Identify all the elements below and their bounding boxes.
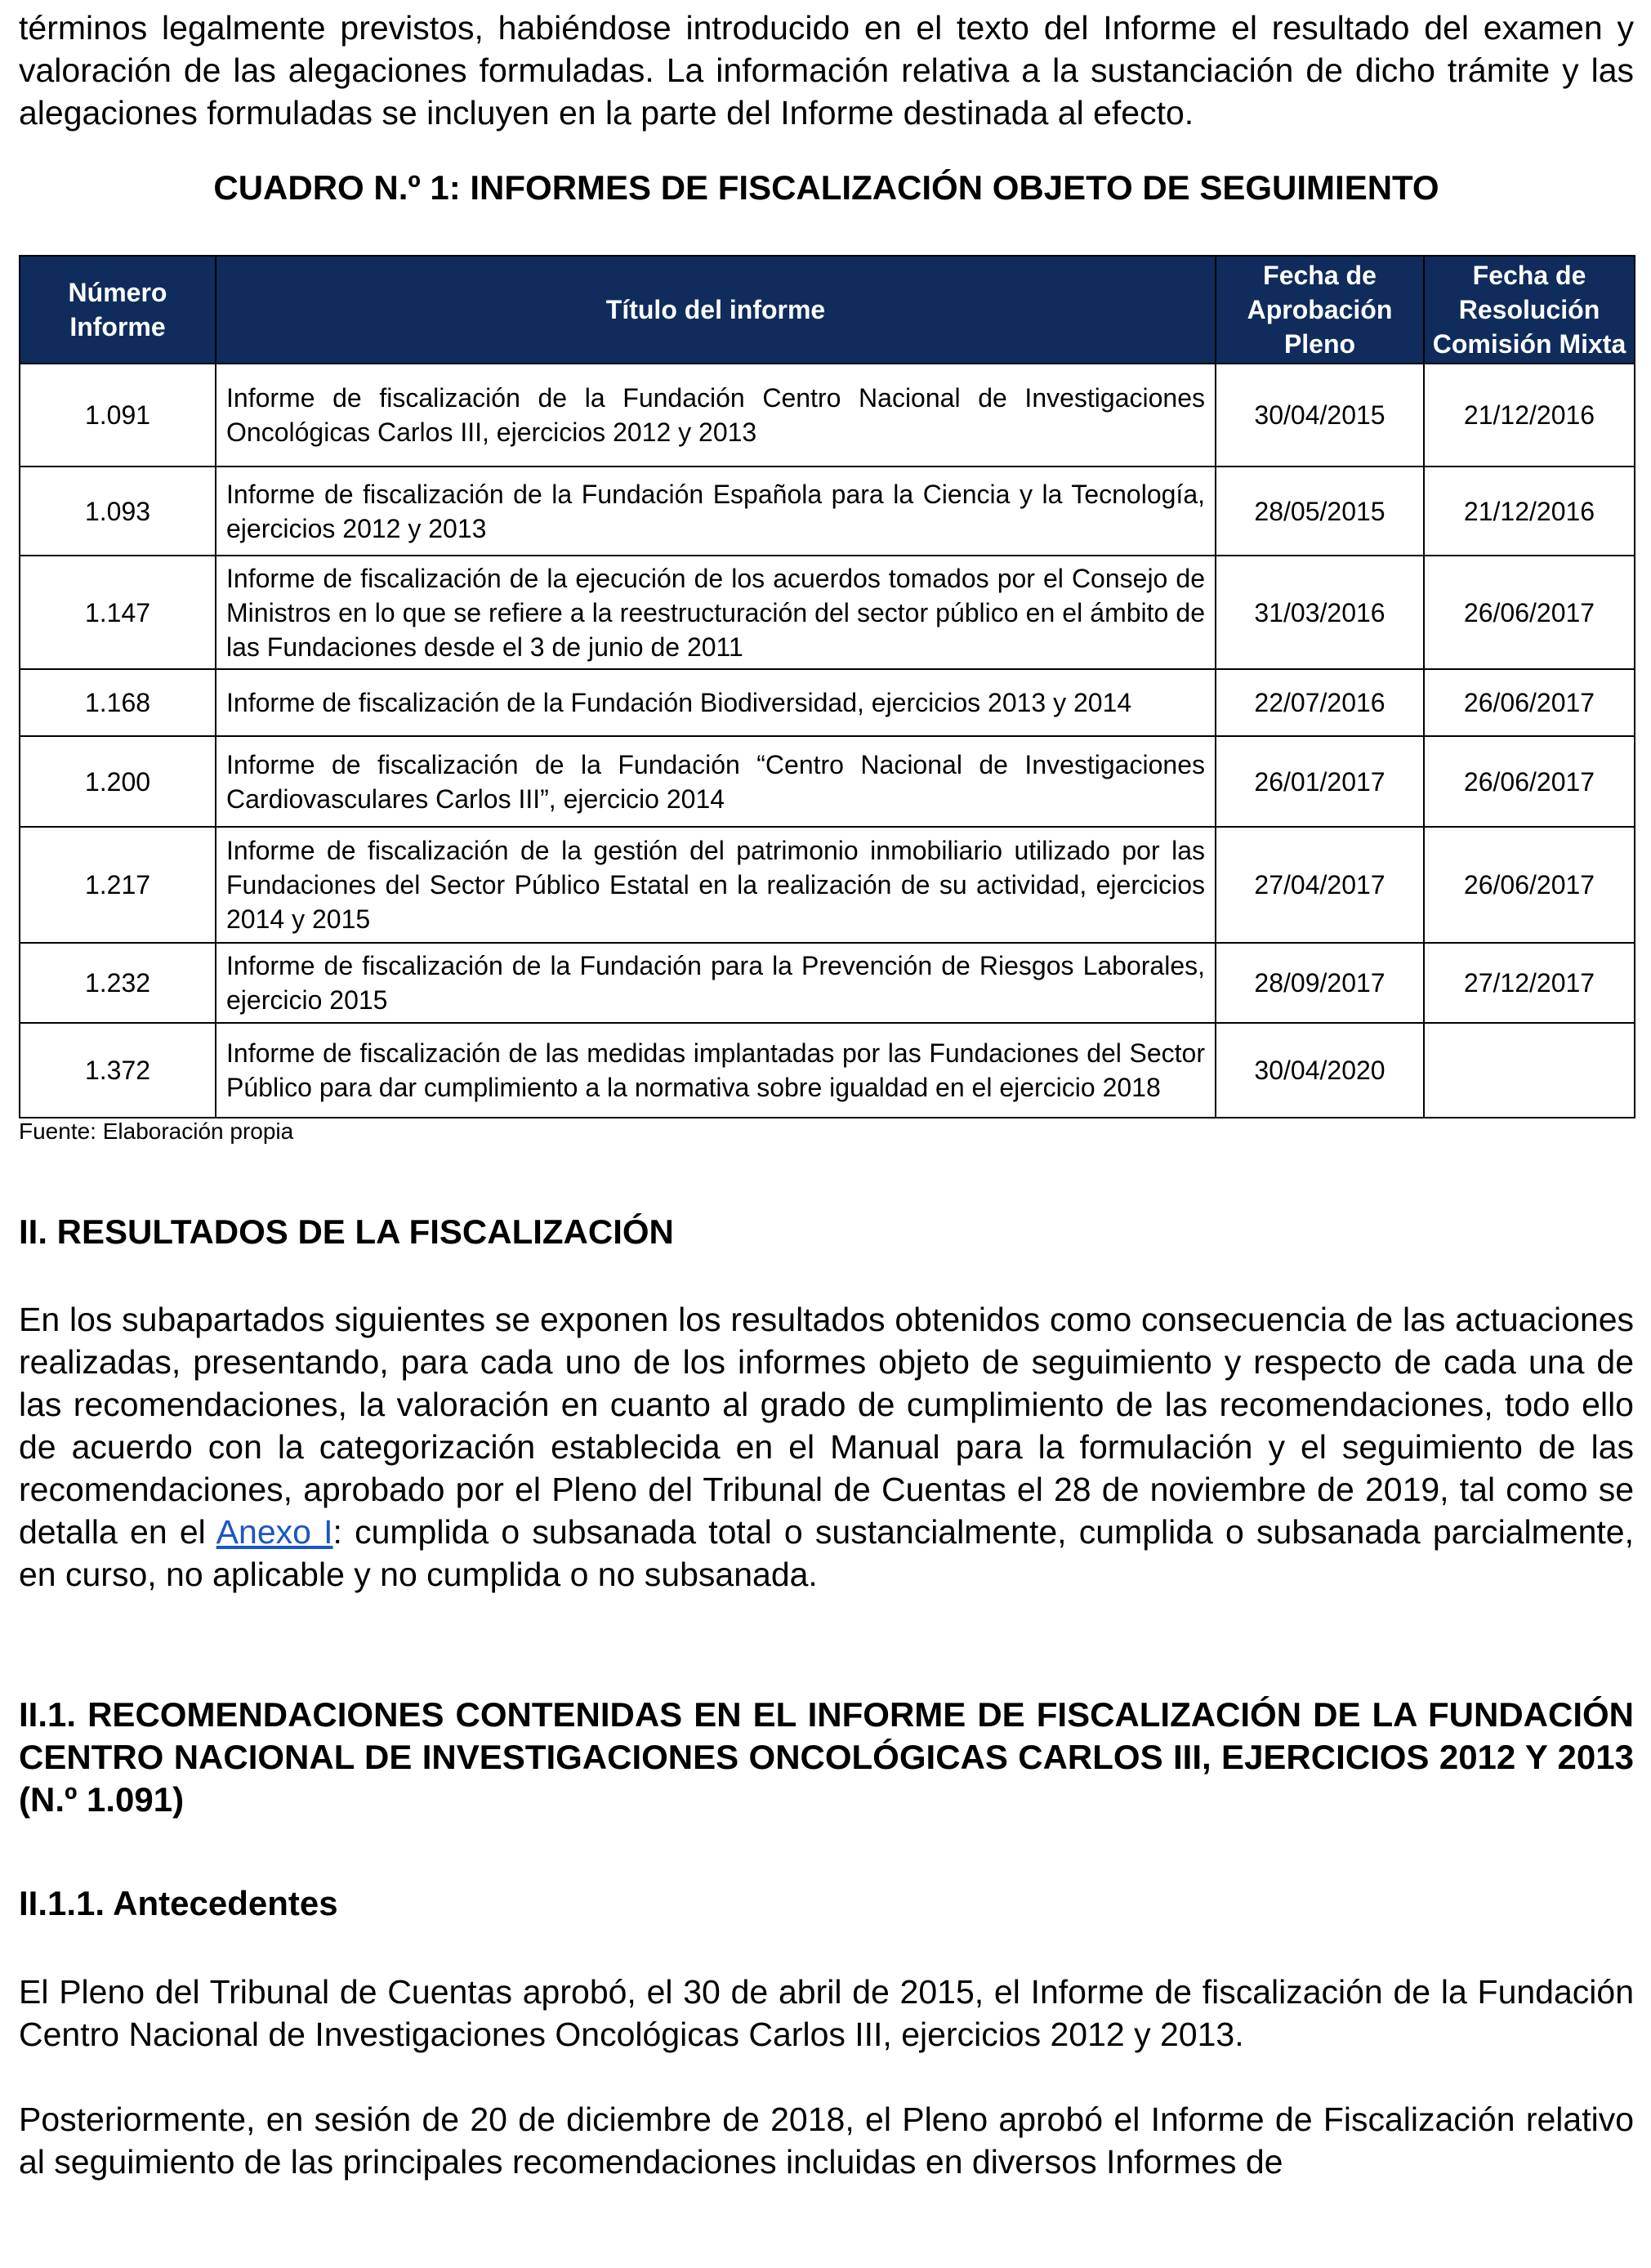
cell-aprobacion: 26/01/2017 [1216, 736, 1424, 827]
antecedentes-paragraph-2: Posteriormente, en sesión de 20 de diciembre de 2018, el Pleno aprobó el Informe de Fiscalización relativo al seguimiento de las principales recomendaciones incluidas en diversos Informes de [19, 2101, 1634, 2181]
header-aprobacion-line3: Pleno [1283, 329, 1356, 359]
header-numero-line2: Informe [69, 312, 166, 342]
table-row [20, 467, 1635, 556]
cell-resolucion: 21/12/2016 [1424, 364, 1635, 467]
cell-resolucion: 26/06/2017 [1424, 736, 1635, 827]
header-resolucion-line3: Comisión Mixta [1432, 329, 1626, 359]
cell-titulo: Informe de fiscalización de las medidas implantadas por las Fundaciones del Sector Público para dar cumplimiento a la normativa sobre igualdad en el ejercicio 2018 [216, 1023, 1216, 1118]
cell-aprobacion: 22/07/2016 [1216, 669, 1424, 736]
cell-aprobacion: 28/05/2015 [1216, 467, 1424, 556]
cell-aprobacion: 28/09/2017 [1216, 943, 1424, 1023]
header-aprobacion-line2: Aprobación [1247, 295, 1393, 324]
cell-numero: 1.091 [20, 364, 216, 467]
cell-resolucion: 26/06/2017 [1424, 827, 1635, 943]
section-ii-paragraph [19, 1298, 1634, 1596]
table-title: CUADRO N.º 1: INFORMES DE FISCALIZACIÓN OBJETO DE SEGUIMIENTO [213, 168, 1439, 207]
table-source-note: Fuente: Elaboración propia [19, 1118, 294, 1144]
section-ii-text-after-link: : cumplida o subsanada total o sustancialmente, cumplida o subsanada parcialmente, en curso, no aplicable y no cumplida o no subsanada. [19, 1513, 1634, 1593]
section-heading-ii-1-1: II.1.1. Antecedentes [19, 1884, 338, 1922]
header-resolucion-line1: Fecha de [1472, 261, 1586, 290]
cell-numero: 1.217 [20, 827, 216, 943]
header-titulo: Título del informe [216, 256, 1216, 364]
cell-numero: 1.147 [20, 556, 216, 669]
cell-titulo: Informe de fiscalización de la Fundación para la Prevención de Riesgos Laborales, ejercicio 2015 [216, 943, 1216, 1023]
cell-numero: 1.232 [20, 943, 216, 1023]
cell-aprobacion: 27/04/2017 [1216, 827, 1424, 943]
table-row [20, 736, 1635, 827]
cell-titulo: Informe de fiscalización de la ejecución de los acuerdos tomados por el Consejo de Ministros en lo que se refiere a la reestructuración del sector público en el ámbito de las Fundaciones desde el 3 de junio de 2011 [216, 556, 1216, 669]
antecedentes-paragraph-1: El Pleno del Tribunal de Cuentas aprobó, el 30 de abril de 2015, el Informe de fiscalización de la Fundación Centro Nacional de Investigaciones Oncológicas Carlos III, ejercicios 2012 y 2013. [19, 1973, 1634, 2053]
cell-titulo: Informe de fiscalización de la Fundación Española para la Ciencia y la Tecnología, ejercicios 2012 y 2013 [216, 467, 1216, 556]
table-row [20, 1023, 1635, 1118]
section-heading-ii: II. RESULTADOS DE LA FISCALIZACIÓN [19, 1212, 674, 1251]
cell-numero: 1.200 [20, 736, 216, 827]
header-aprobacion [1216, 256, 1424, 364]
anexo-i-link[interactable]: Anexo I [216, 1513, 333, 1551]
table-header-row [20, 256, 1635, 364]
cell-titulo: Informe de fiscalización de la gestión del patrimonio inmobiliario utilizado por las Fundaciones del Sector Público Estatal en la realización de su actividad, ejercicios 2014 y 2015 [216, 827, 1216, 943]
section-heading-ii-1: II.1. RECOMENDACIONES CONTENIDAS EN EL INFORME DE FISCALIZACIÓN DE LA FUNDACIÓN CENTRO NACIONAL DE INVESTIGACIONES ONCOLÓGICAS CARLOS III, EJERCICIOS 2012 Y 2013 (N.º 1.091) [19, 1695, 1634, 1819]
cell-aprobacion: 30/04/2020 [1216, 1023, 1424, 1118]
header-resolucion [1424, 256, 1635, 364]
cell-resolucion: 26/06/2017 [1424, 669, 1635, 736]
section-ii-text-before-link: En los subapartados siguientes se exponen los resultados obtenidos como consecuencia de las actuaciones realizadas, presentando, para cada uno de los informes objeto de seguimiento y respecto de cada una de las recomendaciones, la valoración en cuanto al grado de cumplimiento de las recomendaciones, todo ello de acuerdo con la categorización establecida en el Manual para la formulación y el seguimiento de las recomendaciones, aprobado por el Pleno del Tribunal de Cuentas el 28 de noviembre de 2019, tal como se detalla en el [19, 1301, 1634, 1551]
table-row [20, 364, 1635, 467]
cell-resolucion [1424, 1023, 1635, 1118]
table-row [20, 669, 1635, 736]
header-numero [20, 256, 216, 364]
intro-paragraph: términos legalmente previstos, habiéndose introducido en el texto del Informe el resultado del examen y valoración de las alegaciones formuladas. La información relativa a la sustanciación de dicho trámite y las alegaciones formuladas se incluyen en la parte del Informe destinada al efecto. [19, 9, 1634, 132]
cell-numero: 1.372 [20, 1023, 216, 1118]
header-numero-line1: Número [68, 278, 167, 307]
cell-resolucion: 26/06/2017 [1424, 556, 1635, 669]
cell-numero: 1.093 [20, 467, 216, 556]
cell-aprobacion: 31/03/2016 [1216, 556, 1424, 669]
cell-numero: 1.168 [20, 669, 216, 736]
table-row [20, 943, 1635, 1023]
header-resolucion-line2: Resolución [1458, 295, 1600, 324]
cell-titulo: Informe de fiscalización de la Fundación Centro Nacional de Investigaciones Oncológicas Carlos III, ejercicios 2012 y 2013 [216, 364, 1216, 467]
cell-resolucion: 27/12/2017 [1424, 943, 1635, 1023]
cell-resolucion: 21/12/2016 [1424, 467, 1635, 556]
cell-aprobacion: 30/04/2015 [1216, 364, 1424, 467]
cell-titulo: Informe de fiscalización de la Fundación Biodiversidad, ejercicios 2013 y 2014 [216, 669, 1216, 736]
table-row [20, 556, 1635, 669]
reports-table [19, 255, 1635, 1118]
header-aprobacion-line1: Fecha de [1263, 261, 1377, 290]
table-row [20, 827, 1635, 943]
cell-titulo: Informe de fiscalización de la Fundación “Centro Nacional de Investigaciones Cardiovasculares Carlos III”, ejercicio 2014 [216, 736, 1216, 827]
